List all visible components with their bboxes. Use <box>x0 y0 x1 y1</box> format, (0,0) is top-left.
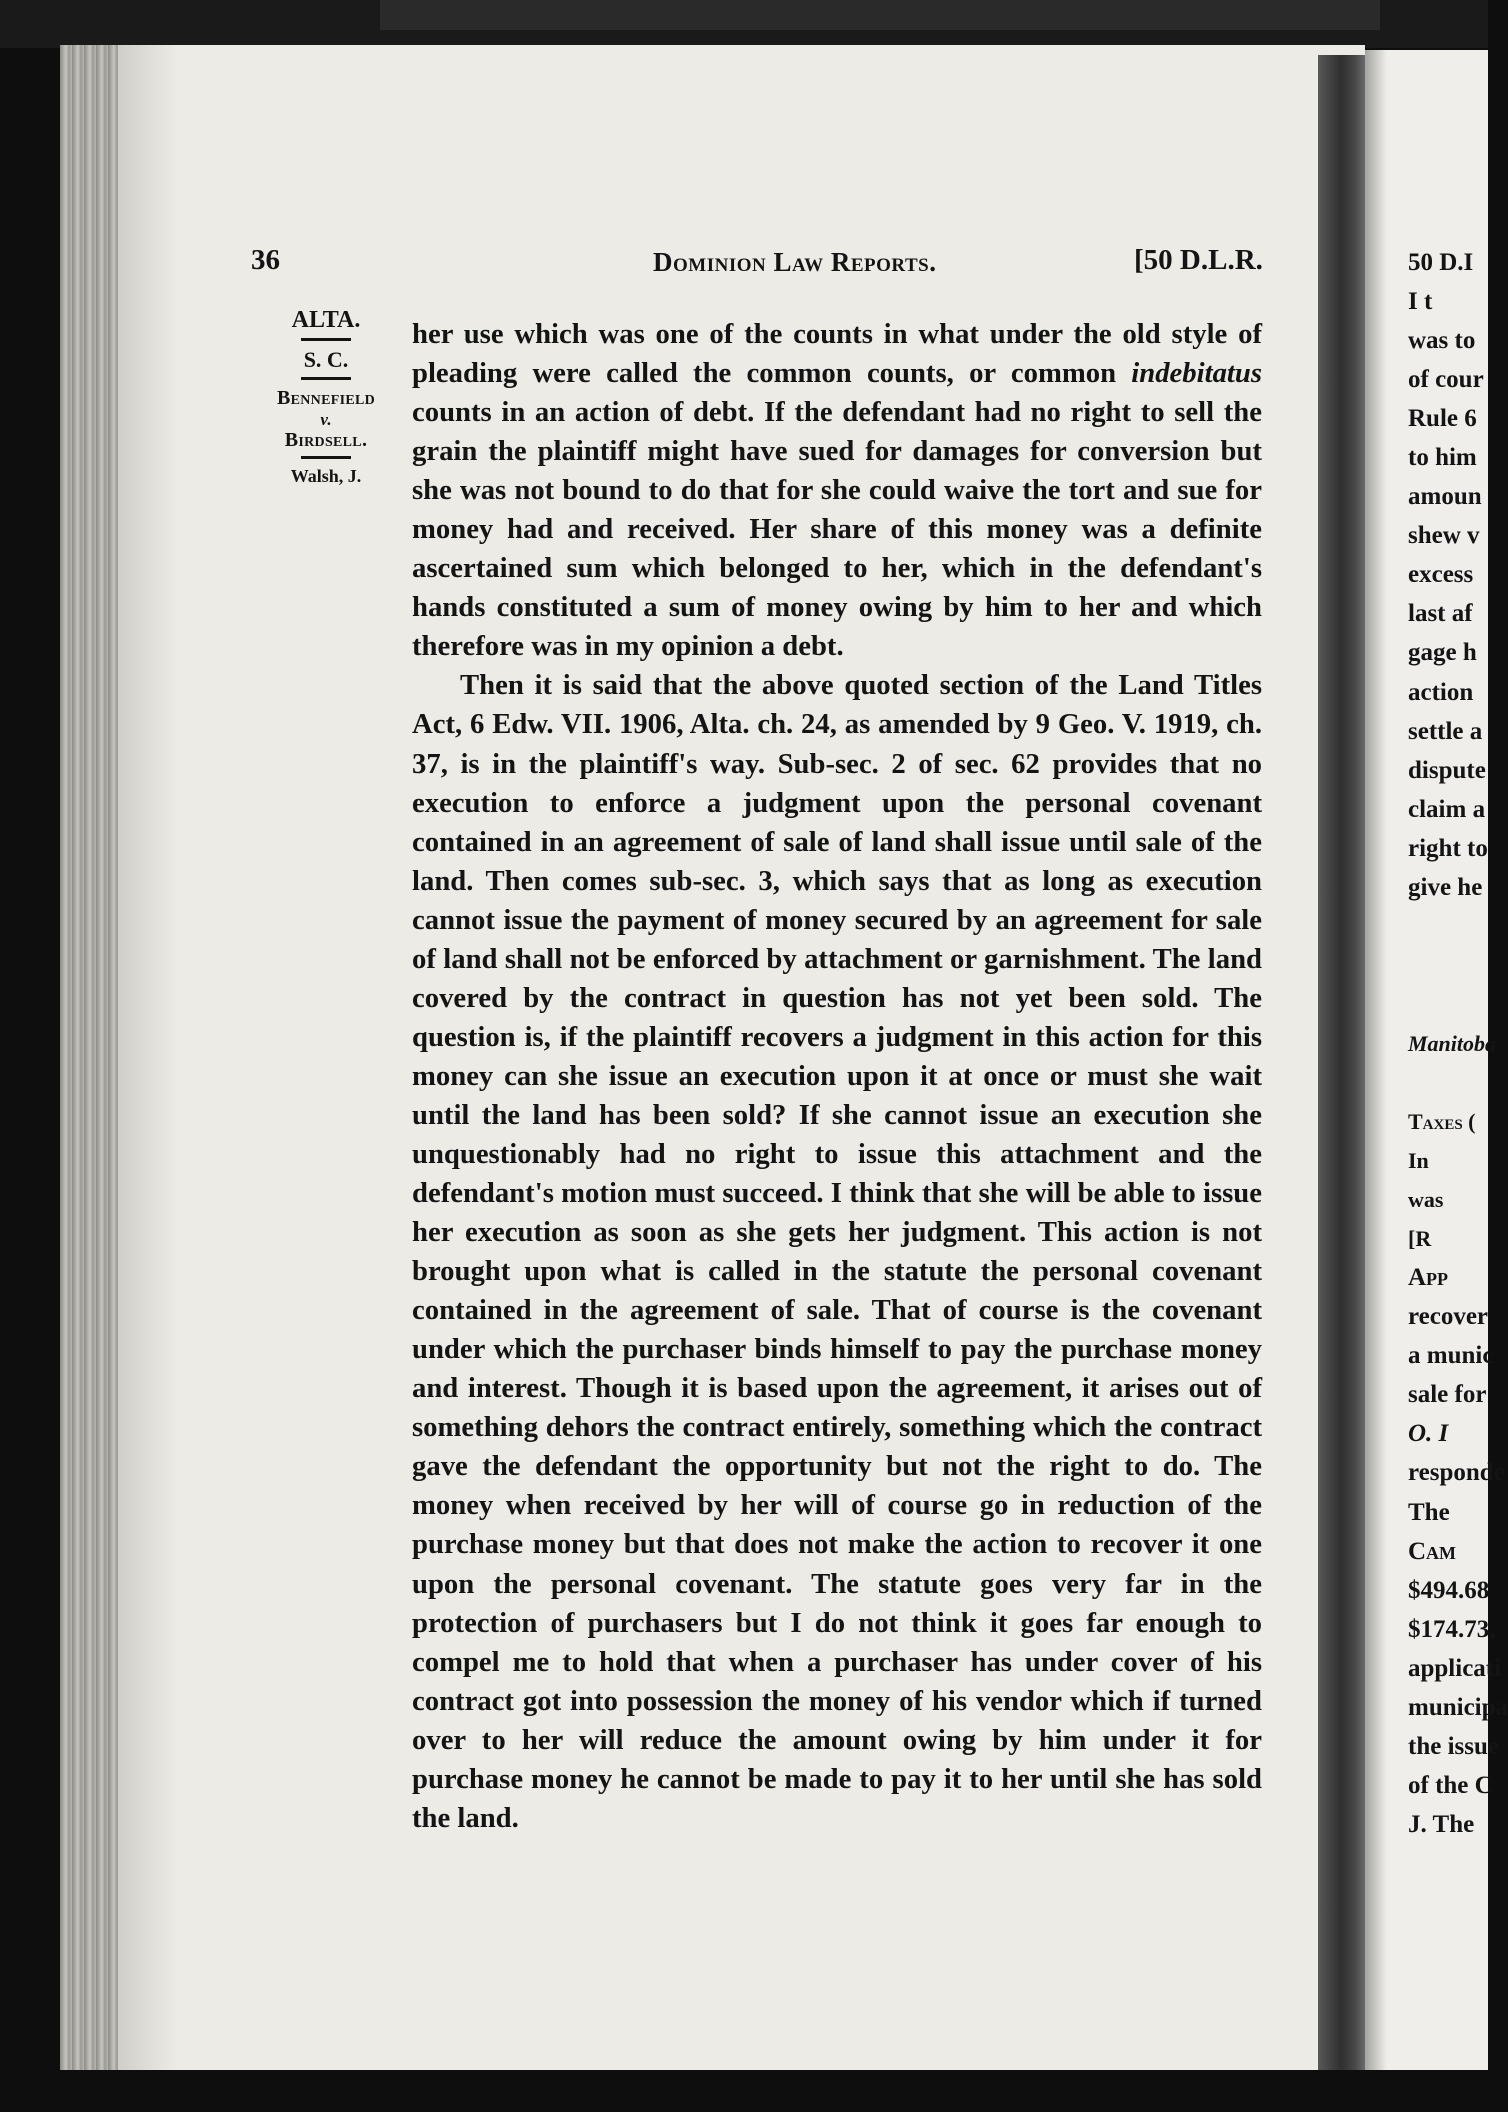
book-gutter <box>1318 55 1370 2070</box>
facing-line: the issue <box>1408 1732 1499 1760</box>
volume-reference: [50 D.L.R. <box>1134 244 1263 276</box>
facing-line <box>1408 907 1488 946</box>
running-head: Dominion Law Reports. <box>653 247 937 277</box>
page-edge-shadow <box>118 45 178 2070</box>
facing-line: The <box>1408 1498 1450 1526</box>
facing-line: J. The <box>1408 1810 1475 1838</box>
latin-term: indebitatus <box>1131 357 1262 390</box>
right-page-shadow <box>1365 50 1387 2070</box>
facing-line: recover <box>1408 1303 1489 1331</box>
scan-top-border <box>0 0 1488 48</box>
facing-line: shew v <box>1408 522 1480 550</box>
facing-line <box>1408 1063 1488 1102</box>
scan-top-shadow <box>380 0 1380 30</box>
scan-bottom-border <box>0 2070 1488 2112</box>
paragraph-1 <box>412 315 1262 666</box>
facing-page-text <box>1408 243 1508 1844</box>
margin-party-defendant: Birdsell. <box>284 429 368 451</box>
facing-line: App <box>1408 1264 1449 1292</box>
margin-rule <box>301 456 351 459</box>
facing-line: Manitoba <box>1408 1030 1497 1056</box>
facing-line: $494.68 <box>1408 1576 1490 1604</box>
margin-court: S. C. <box>303 347 349 372</box>
facing-line: amoun <box>1408 483 1482 511</box>
facing-line <box>1408 946 1488 985</box>
margin-rule <box>301 377 351 380</box>
margin-party-plaintiff: Bennefield <box>276 387 376 409</box>
facing-line: of the C <box>1408 1771 1493 1799</box>
margin-versus: v. <box>320 410 332 429</box>
margin-province: ALTA. <box>291 307 361 333</box>
facing-line: a munic <box>1408 1342 1494 1370</box>
facing-line <box>1408 985 1488 1024</box>
facing-line: Cam <box>1408 1537 1457 1565</box>
facing-line: settle a <box>1408 717 1483 745</box>
facing-line: was <box>1408 1187 1444 1213</box>
facing-line: claim a <box>1408 795 1486 823</box>
facing-line: sale for <box>1408 1381 1487 1409</box>
facing-line: 50 D.I <box>1408 249 1474 276</box>
facing-line: Rule 6 <box>1408 405 1477 433</box>
facing-line: applicati <box>1408 1654 1502 1682</box>
margin-judge: Walsh, J. <box>290 466 362 486</box>
facing-line: excess <box>1408 561 1474 589</box>
facing-line: last af <box>1408 600 1473 628</box>
paragraph-1-text-continued: counts in an action of debt. If the defendant had no right to sell the grain the plaintiff might have sued for damages for conversion but she was not bound to do that for she could waive the tort and sue for money had and received. Her share of this money was a definite ascertained sum which belonged to her, which in the defendant's hands constituted a sum of money owing by him to her and which therefore was in my opinion a debt. <box>412 396 1262 663</box>
facing-line: O. I <box>1408 1420 1449 1448</box>
facing-line: municipa <box>1408 1693 1508 1721</box>
facing-line: gage h <box>1408 639 1477 667</box>
paragraph-2: Then it is said that the above quoted section of the Land Titles Act, 6 Edw. VII. 1906, Alta. ch. 24, as amended by 9 Geo. V. 1919, ch. 37, is in the plaintiff's way. Sub-sec. 2 of sec. 62 provides that no execution to enforce a judgment upon the personal covenant contained in an agreement of sale of land shall issue until sale of the land. Then comes sub-sec. 3, which says that as long as execution cannot issue the payment of money secured by an agreement for sale of land shall not be enforced by attachment or garnishment. The land covered by the contract in question has not yet been sold. The question is, if the plaintiff recovers a judgment in this action for this money can she issue an execution upon it at once or must she wait until the land has been sold? If she cannot issue an execution she unquestionably had no right to issue this attachment and the defendant's motion must succeed. I think that she will be able to issue her execution as soon as she gets her judgment. This action is not brought upon what is called in the statute the personal covenant contained in the agreement of sale. That of course is the covenant under which the purchaser binds himself to pay the purchase money and interest. Though it is based upon the agreement, it arises out of something dehors the contract entirely, something which the contract gave the defendant the opportunity but not the right to do. The money when received by her will of course go in reduction of the purchase money but that does not make the action to recover it one upon the personal covenant. The statute goes very far in the protection of purchasers but I do not think it goes far enough to compel me to hold that when a purchaser has under cover of his contract got into possession the money of his vendor which if turned over to her will reduce the amount owing by him under it for purchase money he cannot be made to pay it to her until she has sold the land. <box>412 669 1262 1834</box>
facing-line: to him <box>1408 444 1477 472</box>
facing-line: was to <box>1408 327 1476 355</box>
facing-line: action <box>1408 678 1474 706</box>
paragraph-1-text: her use which was one of the counts in what under the old style of pleading were called the common counts, or common <box>412 318 1262 390</box>
margin-rule <box>301 338 351 341</box>
facing-line: $174.73, <box>1408 1615 1496 1643</box>
facing-line: In <box>1408 1148 1429 1174</box>
facing-line: of cour <box>1408 366 1484 394</box>
margin-note <box>250 308 402 485</box>
judgment-text <box>412 315 1262 1838</box>
facing-line: dispute <box>1408 756 1486 784</box>
facing-line: Taxes ( <box>1408 1109 1476 1135</box>
facing-line: right to <box>1408 834 1488 862</box>
page-edge-stack <box>60 45 118 2070</box>
facing-line: I t <box>1408 288 1433 316</box>
facing-line: responde <box>1408 1459 1505 1487</box>
page-number: 36 <box>251 244 280 276</box>
facing-line: [R <box>1408 1226 1432 1252</box>
facing-line: give he <box>1408 873 1483 901</box>
